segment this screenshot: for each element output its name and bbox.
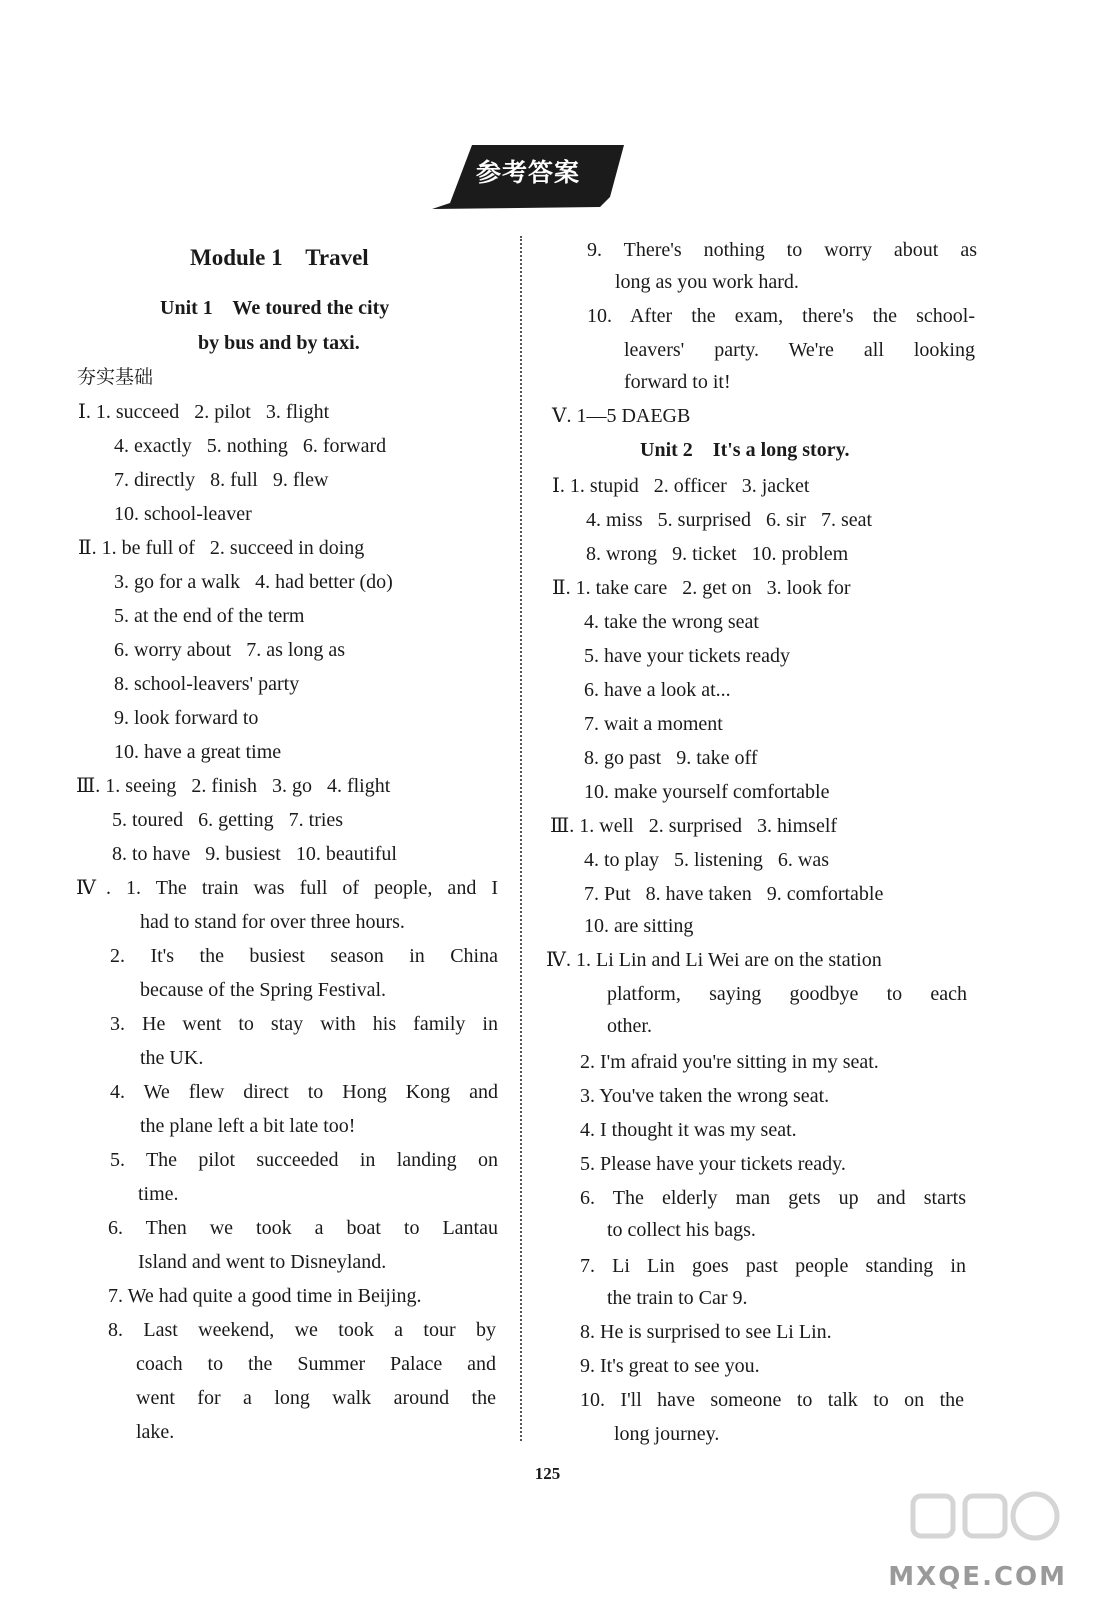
answer-line: long as you work hard. xyxy=(615,271,799,293)
answer-line: Ⅳ. 1. Li Lin and Li Wei are on the station xyxy=(546,949,882,971)
answer-line: 9. look forward to xyxy=(114,707,259,729)
answer-line: because of the Spring Festival. xyxy=(140,979,387,1001)
answer-line: 10. school-leaver xyxy=(114,503,252,525)
answer-line: time. xyxy=(138,1183,179,1205)
answer-line: 2. It's the busiest season in China xyxy=(110,945,498,967)
answer-line: 8. Last weekend, we took a tour by xyxy=(108,1319,496,1341)
answer-line: 9. There's nothing to worry about as xyxy=(587,239,977,261)
answer-line: 8. wrong 9. ticket 10. problem xyxy=(586,543,849,565)
answer-line: the UK. xyxy=(140,1047,204,1069)
answer-line: 6. The elderly man gets up and starts xyxy=(580,1187,966,1209)
answer-line: Ⅱ. 1. be full of 2. succeed in doing xyxy=(78,537,365,559)
answer-line: 10. make yourself comfortable xyxy=(584,781,830,803)
answer-line: 7. Li Lin goes past people standing in xyxy=(580,1255,966,1277)
answer-line: 8. school-leavers' party xyxy=(114,673,300,695)
answer-line: to collect his bags. xyxy=(607,1219,756,1241)
answer-line: 5. have your tickets ready xyxy=(584,645,791,667)
answer-line: 9. It's great to see you. xyxy=(580,1355,760,1377)
answer-line: forward to it! xyxy=(624,371,731,393)
answer-line: 10. After the exam, there's the school- xyxy=(587,305,975,327)
answer-line: 8. He is surprised to see Li Lin. xyxy=(580,1321,832,1343)
answer-line: 5. at the end of the term xyxy=(114,605,305,627)
answer-line: Ⅳ. 1. The train was full of people, and I xyxy=(76,877,498,899)
answer-line: the train to Car 9. xyxy=(607,1287,748,1309)
answer-line: 7. Put 8. have taken 9. comfortable xyxy=(584,883,884,905)
answer-line: 8. go past 9. take off xyxy=(584,747,758,769)
answer-line: had to stand for over three hours. xyxy=(140,911,405,933)
answer-line: Ⅰ. 1. succeed 2. pilot 3. flight xyxy=(78,401,330,423)
section-label: 夯实基础 xyxy=(77,367,154,388)
answer-line: went for a long walk around the xyxy=(136,1387,496,1409)
answer-line: 4. We flew direct to Hong Kong and xyxy=(110,1081,498,1103)
answer-line: 7. directly 8. full 9. flew xyxy=(114,469,329,491)
answer-line: 4. to play 5. listening 6. was xyxy=(584,849,829,871)
answer-line: Ⅲ. 1. seeing 2. finish 3. go 4. flight xyxy=(76,775,391,797)
answer-line: 6. Then we took a boat to Lantau xyxy=(108,1217,498,1239)
answer-line: 7. wait a moment xyxy=(584,713,723,735)
module-title: Module 1 Travel xyxy=(190,245,369,270)
unit1-title-line1: Unit 1 We toured the city xyxy=(160,297,390,319)
answer-line: platform, saying goodbye to each xyxy=(607,983,967,1005)
answer-line: 4. exactly 5. nothing 6. forward xyxy=(114,435,387,457)
answer-line: 5. toured 6. getting 7. tries xyxy=(112,809,344,831)
watermark-text: MXQE.COM xyxy=(888,1562,1067,1592)
answer-line: 10. have a great time xyxy=(114,741,282,763)
answer-line: 4. take the wrong seat xyxy=(584,611,759,633)
answer-line: 3. He went to stay with his family in xyxy=(110,1013,498,1035)
answer-line: 4. miss 5. surprised 6. sir 7. seat xyxy=(586,509,873,531)
answer-line: 10. I'll have someone to talk to on the xyxy=(580,1389,964,1411)
answer-line: 6. worry about 7. as long as xyxy=(114,639,346,661)
answer-line: Ⅱ. 1. take care 2. get on 3. look for xyxy=(552,577,851,599)
answer-line: coach to the Summer Palace and xyxy=(136,1353,496,1375)
unit1-title-line2: by bus and by taxi. xyxy=(198,332,360,354)
answer-line: Ⅰ. 1. stupid 2. officer 3. jacket xyxy=(552,475,810,497)
answer-line: 5. The pilot succeeded in landing on xyxy=(110,1149,498,1171)
answer-line: lake. xyxy=(136,1421,175,1443)
answer-line: 8. to have 9. busiest 10. beautiful xyxy=(112,843,397,865)
banner-title: 参考答案 xyxy=(475,158,580,187)
answer-line: Island and went to Disneyland. xyxy=(138,1251,387,1273)
answer-line: the plane left a bit late too! xyxy=(140,1115,356,1137)
answer-line: long journey. xyxy=(614,1423,720,1445)
answer-line: 6. have a look at... xyxy=(584,679,731,701)
answer-line: 5. Please have your tickets ready. xyxy=(580,1153,846,1175)
column-divider xyxy=(520,236,522,1441)
answer-line: 3. You've taken the wrong seat. xyxy=(580,1085,830,1107)
unit2-title: Unit 2 It's a long story. xyxy=(640,439,850,461)
answer-key-banner xyxy=(432,145,624,211)
answer-line: 7. We had quite a good time in Beijing. xyxy=(108,1285,422,1307)
answer-line: Ⅲ. 1. well 2. surprised 3. himself xyxy=(550,815,838,837)
answer-line: 3. go for a walk 4. had better (do) xyxy=(114,571,393,593)
answer-line: other. xyxy=(607,1015,652,1037)
answer-line: 2. I'm afraid you're sitting in my seat. xyxy=(580,1051,879,1073)
answer-line: 10. are sitting xyxy=(584,915,694,937)
answer-line: 4. I thought it was my seat. xyxy=(580,1119,797,1141)
answer-line: Ⅴ. 1—5 DAEGB xyxy=(552,405,691,427)
answer-line: leavers' party. We're all looking xyxy=(624,339,975,361)
page-number: 125 xyxy=(534,1464,561,1483)
